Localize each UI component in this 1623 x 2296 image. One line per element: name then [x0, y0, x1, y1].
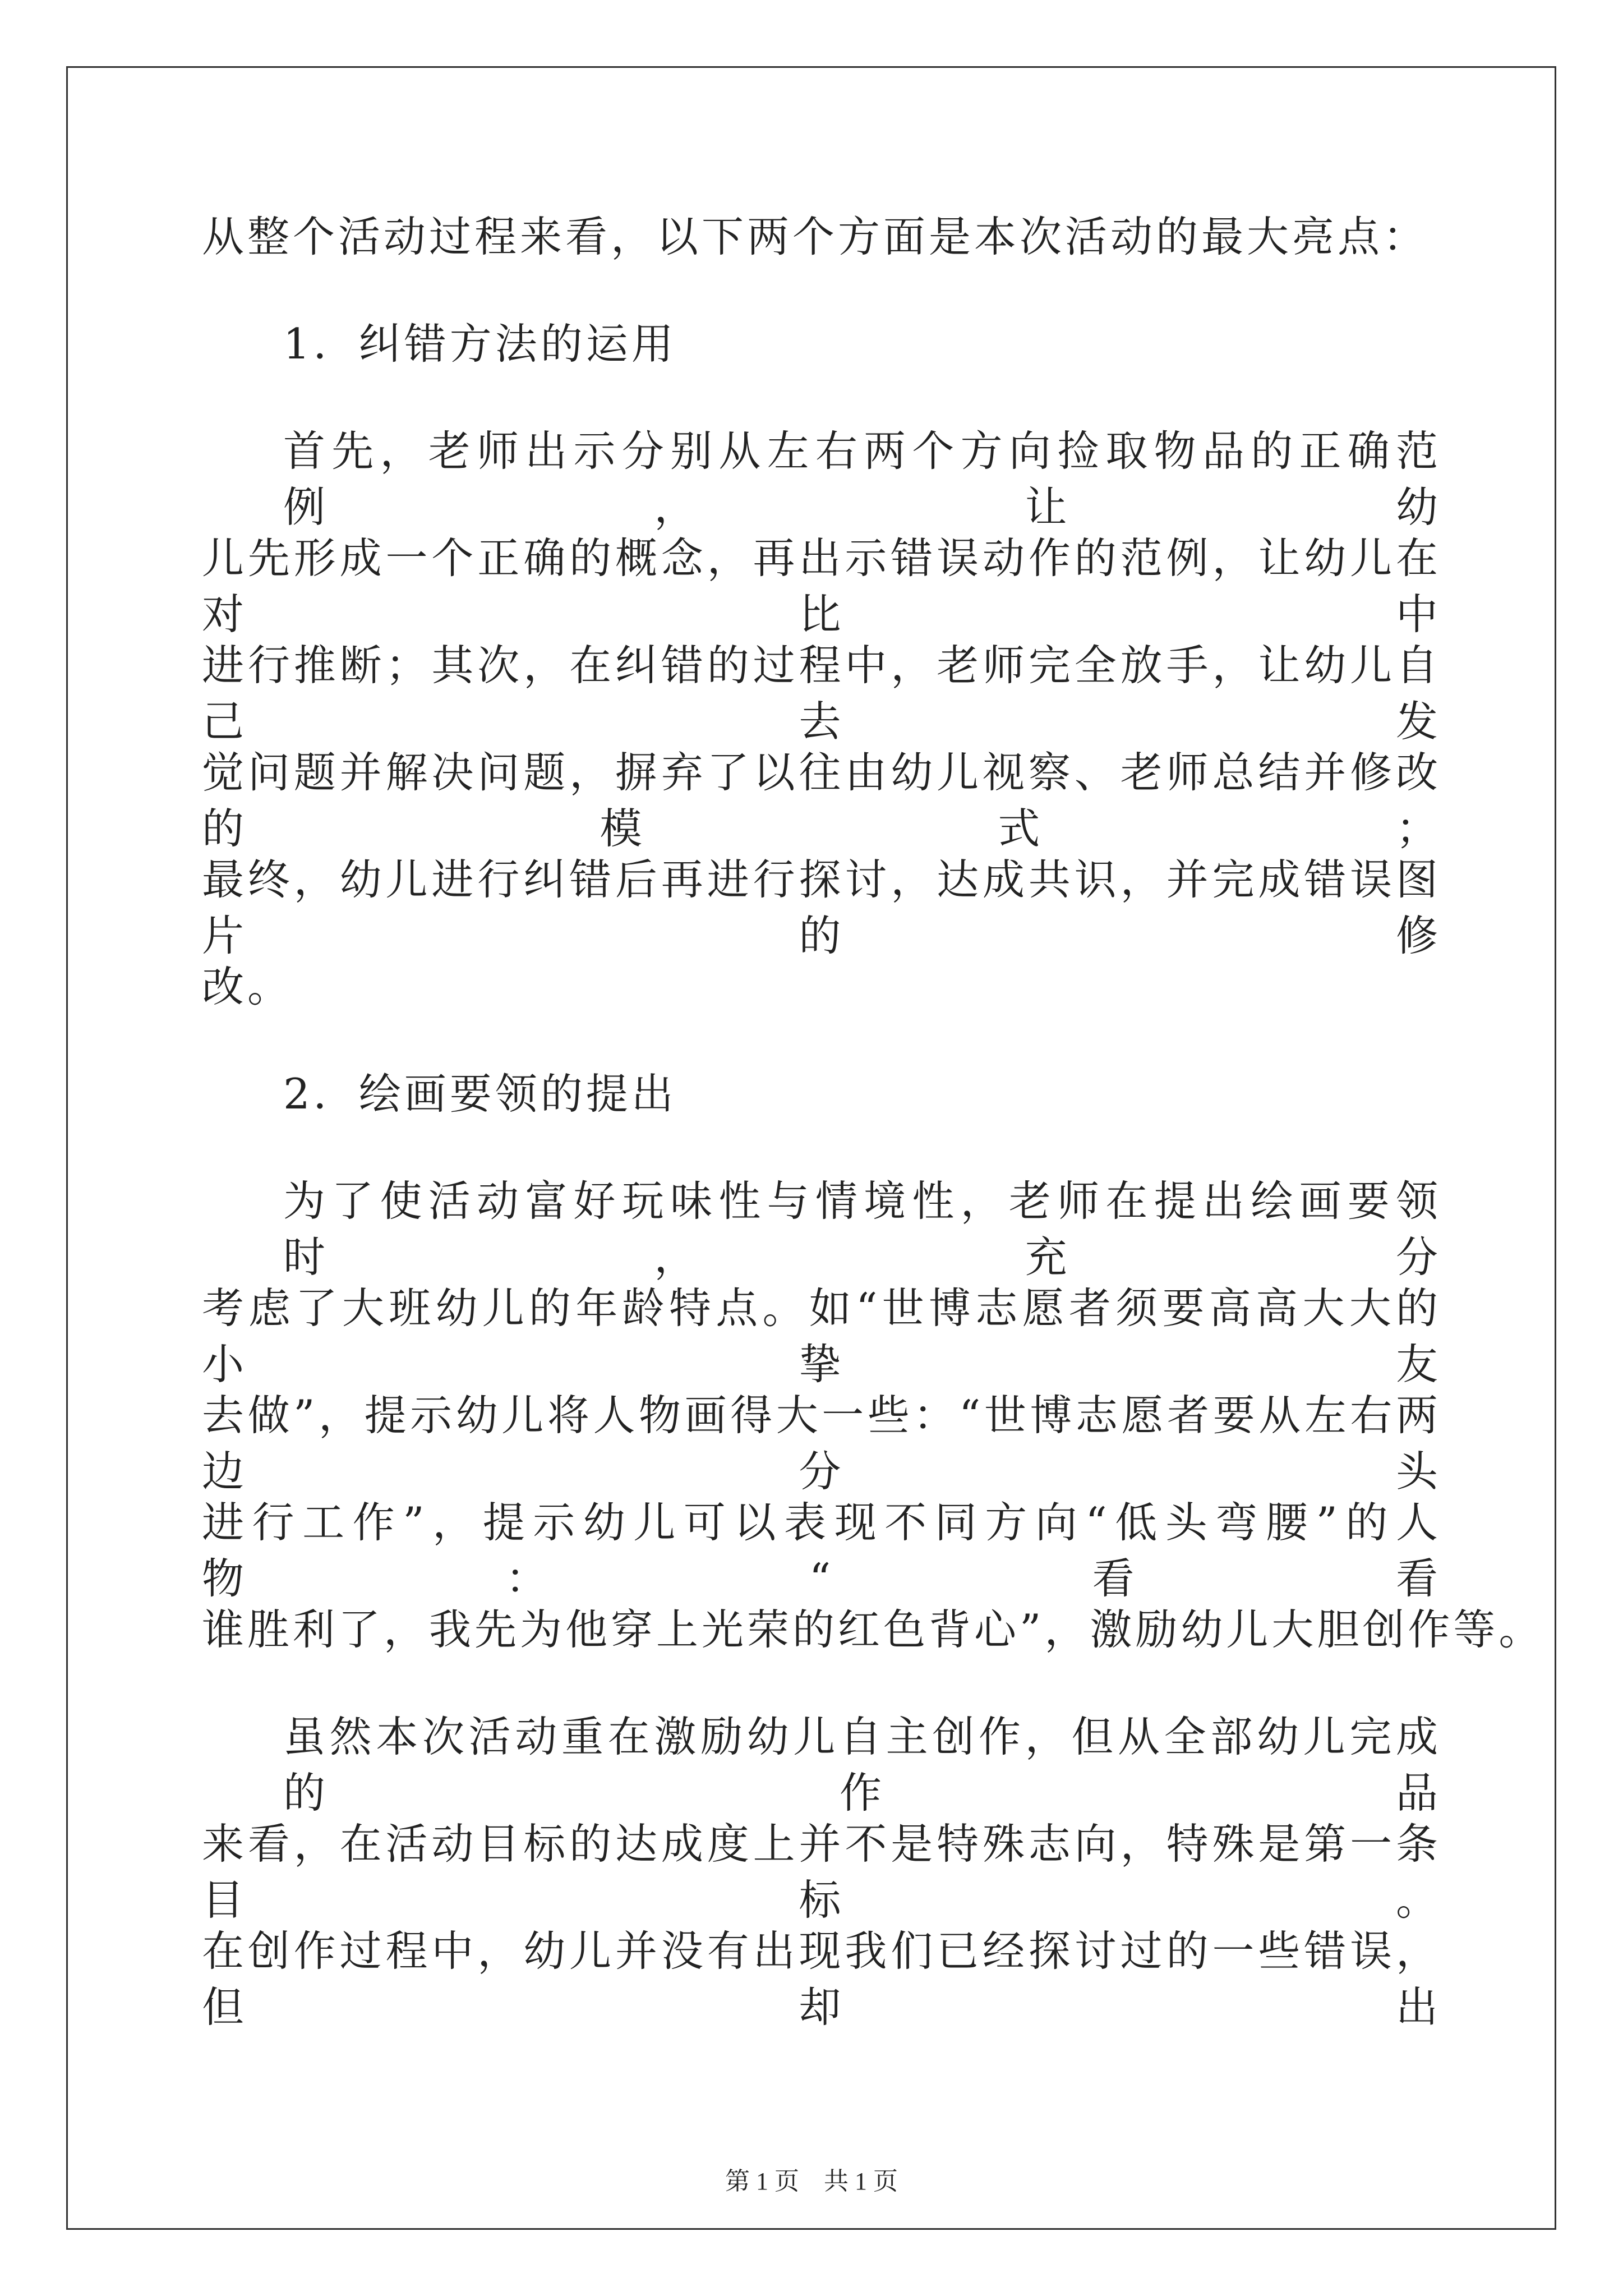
paragraph-line: 虽然本次活动重在激励幼儿自主创作，但从全部幼儿完成的作品 [283, 1712, 1441, 1818]
paragraph-line: 谁胜利了，我先为他穿上光荣的红色背心”，激励幼儿大胆创作等。 [202, 1605, 1544, 1654]
paragraph-line: 考虑了大班幼儿的年龄特点。如“世博志愿者须要高高大大的小挚友 [202, 1283, 1441, 1389]
paragraph-line: 最终，幼儿进行纠错后再进行探讨，达成共识，并完成错误图片的修 [202, 855, 1441, 960]
paragraph-line: 改。 [202, 962, 293, 1011]
paragraph-line: 进行推断；其次，在纠错的过程中，老师完全放手，让幼儿自己去发 [202, 641, 1441, 746]
document-body [202, 209, 1544, 2032]
paragraph-line: 从整个活动过程来看，以下两个方面是本次活动的最大亮点： [202, 212, 1429, 261]
page-number-footer: 第 1 页 共 1 页 [725, 2168, 898, 2195]
paragraph-line: 来看，在活动目标的达成度上并不是特殊志向，特殊是第一条目标。 [202, 1819, 1441, 1925]
paragraph-line: 觉问题并解决问题，摒弃了以往由幼儿视察、老师总结并修改的模式； [202, 748, 1441, 853]
paragraph-line: 为了使活动富好玩味性与情境性，老师在提出绘画要领时，充分 [283, 1176, 1441, 1282]
paragraph-line: 首先，老师出示分别从左右两个方向捡取物品的正确范例，让幼 [283, 426, 1441, 532]
section-heading: 2．绘画要领的提出 [283, 1069, 677, 1119]
paragraph-line: 进行工作”，提示幼儿可以表现不同方向“低头弯腰”的人物：“看看 [202, 1498, 1441, 1603]
paragraph-line: 儿先形成一个正确的概念，再出示错误动作的范例，让幼儿在对比中 [202, 533, 1441, 639]
paragraph-line: 去做”，提示幼儿将人物画得大一些：“世博志愿者要从左右两边分头 [202, 1391, 1441, 1496]
section-heading: 1．纠错方法的运用 [283, 319, 677, 369]
paragraph-line: 在创作过程中，幼儿并没有出现我们已经探讨过的一些错误，但却出 [202, 1926, 1441, 2032]
